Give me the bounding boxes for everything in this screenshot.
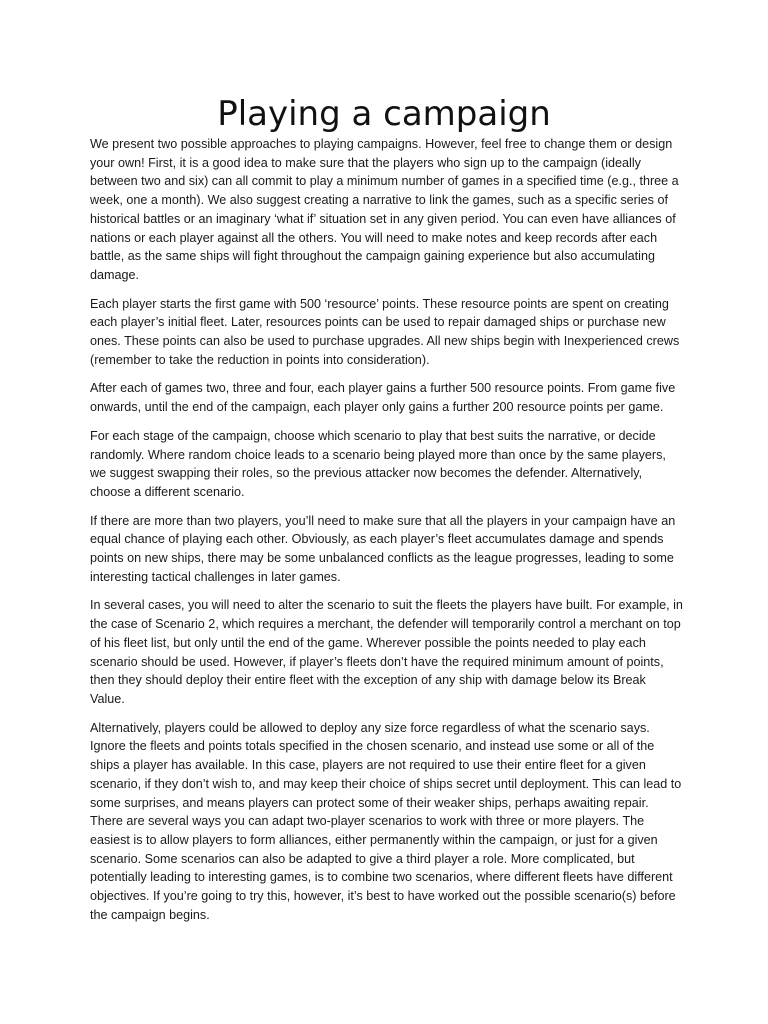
paragraph-scenario-choice: For each stage of the campaign, choose which scenario to play that best suits the narrative, or decide randomly. Where random choice leads to a scenario being played more than once by the same players, we suggest swapping their roles, so the previous attacker now becomes the defender. Alternatively, choose a different scenario.: [90, 428, 666, 499]
page-title: Playing a campaign: [217, 94, 551, 134]
paragraph-resource-points: Each player starts the first game with 500 ‘resource’ points. These resource points are spent on creating each player’s initial fleet. Later, resources points can be used to repair damaged ships or purchase new ones. These points can also be used to purchase upgrades. All new ships begin with Inexperienced crews (remember to take the reduction in points into consideration).: [90, 296, 680, 367]
paragraph-alter-scenario: In several cases, you will need to alter the scenario to suit the fleets the players have built. For example, in the case of Scenario 2, which requires a merchant, the defender will temporarily control a merchant on top of his fleet list, but only until the end of the game. Wherever possible the points needed to play each scenario should be used. However, if player’s fleets don’t have the required minimum amount of points, then they should deploy their entire fleet with the exception of any ship with damage below its Break Value.: [90, 598, 683, 706]
paragraph-intro: We present two possible approaches to playing campaigns. However, feel free to change them or design your own! First, it is a good idea to make sure that the players who sign up to the campaign (ideally between two and six) can all commit to play a minimum number of games in a specified time (e.g., three a week, one a month). We also suggest creating a narrative to link the games, such as a specific series of historical battles or an imaginary ‘what if’ situation set in any given period. You can even have alliances of nations or each player against all the others. You will need to make notes and keep records after each battle, as the same ships will fight throughout the campaign gaining experience but also accumulating damage.: [90, 137, 679, 282]
paragraph-later-games: After each of games two, three and four, each player gains a further 500 resource points. From game five onwards, until the end of the campaign, each player only gains a further 200 resource points per game.: [90, 381, 676, 415]
document-body: [90, 135, 684, 934]
paragraph-alternative-forces: Alternatively, players could be allowed to deploy any size force regardless of what the scenario says. Ignore the fleets and points totals specified in the chosen scenario, and instead use some or all of the ships a player has available. In this case, players are not required to use their entire fleet for a given scenario, if they don’t wish to, and may keep their choice of ships secret until deployment. This can lead to some surprises, and means players can protect some of their weaker ships, perhaps awaiting repair. There are several ways you can adapt two-player scenarios to work with three or more players. The easiest is to allow players to form alliances, either permanently within the campaign, or just for a given scenario. Some scenarios can also be adapted to give a third player a role. More complicated, but potentially leading to interesting games, is to combine two scenarios, where different fleets have different objectives. If you’re going to try this, however, it’s best to have worked out the possible scenario(s) before the campaign begins.: [90, 720, 682, 922]
paragraph-multiple-players: If there are more than two players, you’ll need to make sure that all the players in your campaign have an equal chance of playing each other. Obviously, as each player’s fleet accumulates damage and spends points on new ships, there may be some unbalanced conflicts as the league progresses, leading to some interesting tactical challenges in later games.: [90, 513, 676, 584]
